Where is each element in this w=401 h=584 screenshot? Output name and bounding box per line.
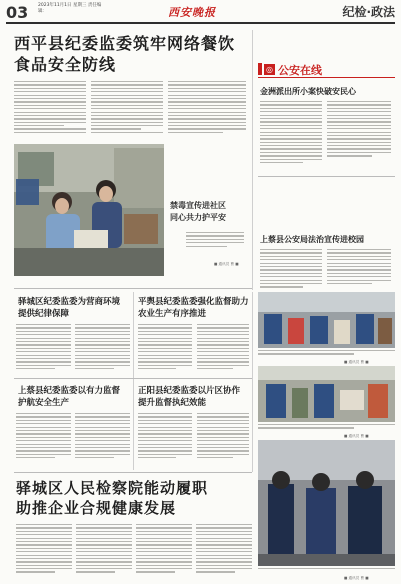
main-article-col2 xyxy=(91,81,163,141)
issue-date: 2023年11月1日 星期三 责任编辑： xyxy=(38,3,102,14)
right-photo-1 xyxy=(258,292,395,348)
mid-right-col1 xyxy=(138,324,192,376)
right-photo-3-caption xyxy=(258,568,395,578)
mid-left-col1 xyxy=(16,324,71,376)
section-title: 纪检·政法 xyxy=(342,5,395,19)
page-number: 03 xyxy=(6,3,29,22)
main-headline xyxy=(14,33,235,75)
section-divider-2 xyxy=(14,378,252,379)
photo-credit: ■ 通讯员 曹 ■ xyxy=(214,262,239,266)
right-article-2-col1 xyxy=(260,249,322,293)
bottom-headline xyxy=(16,478,208,518)
bottom-col2 xyxy=(76,524,132,580)
main-article-col1 xyxy=(14,81,86,141)
low-left-headline-line1: 上蔡县纪委监委以有力监督 xyxy=(18,386,121,396)
low-left-col2 xyxy=(75,413,130,467)
tag-label: 公安在线 xyxy=(278,64,322,77)
right-article-2-col2 xyxy=(327,249,391,293)
right-photo-1-credit: ■ 通讯员 曹 ■ xyxy=(344,360,369,364)
column-divider-3 xyxy=(252,292,253,472)
low-right-col2 xyxy=(197,413,249,467)
main-headline-line1: 西平县纪委监委筑牢网络餐饮 xyxy=(14,34,236,53)
mid-left-headline-line1: 驿城区纪委监委为营商环境 xyxy=(18,297,121,307)
right-photo-2-caption xyxy=(258,424,395,434)
mid-right-headline-line1: 平舆县纪委监委强化监督助力 xyxy=(138,297,249,307)
section-divider-3 xyxy=(14,472,252,473)
bottom-col4 xyxy=(196,524,252,580)
low-right-headline-line2: 提升监督执纪效能 xyxy=(138,398,207,408)
right-article-1-col1 xyxy=(260,101,322,171)
page-header xyxy=(0,0,401,24)
right-headline-2: 上蔡县公安局法治宣传进校园 xyxy=(260,235,364,244)
right-divider xyxy=(258,176,395,177)
mid-right-headline xyxy=(138,296,249,320)
main-article-col3 xyxy=(168,81,246,141)
section-divider-1 xyxy=(14,288,252,289)
low-right-headline xyxy=(138,385,240,409)
column-divider-1 xyxy=(252,30,253,290)
right-photo-2 xyxy=(258,366,395,422)
low-right-col1 xyxy=(138,413,192,467)
right-photo-3 xyxy=(258,440,395,566)
photo-headline-line2: 同心共力护平安 xyxy=(170,213,226,222)
mid-right-headline-line2: 农业生产有序推进 xyxy=(138,309,207,319)
low-left-col1 xyxy=(16,413,71,467)
photo-tag xyxy=(16,179,39,205)
low-left-headline xyxy=(18,385,120,409)
main-headline-line2: 食品安全防线 xyxy=(14,55,117,74)
shield-icon: ◎ xyxy=(264,64,275,75)
photo-headline-line1: 禁毒宣传进社区 xyxy=(170,201,226,210)
bottom-col3 xyxy=(136,524,192,580)
right-article-1-col2 xyxy=(327,101,391,171)
tag-underline xyxy=(258,77,395,78)
header-rule xyxy=(6,22,395,24)
column-divider-2 xyxy=(133,292,134,470)
police-online-tag xyxy=(258,62,388,76)
photo-headline xyxy=(170,200,226,224)
low-right-headline-line1: 正阳县纪委监委以片区协作 xyxy=(138,386,241,396)
right-photo-2-credit: ■ 通讯员 曹 ■ xyxy=(344,434,369,438)
right-headline-1: 金洲派出所小案快破安民心 xyxy=(260,87,356,96)
low-left-headline-line2: 护航安全生产 xyxy=(18,398,70,408)
bottom-headline-line1: 驿城区人民检察院能动履职 xyxy=(16,479,209,497)
right-photo-3-credit: ■ 通讯员 曹 ■ xyxy=(344,576,369,580)
right-photo-1-caption xyxy=(258,350,395,360)
newspaper-brand: 西安晚报 xyxy=(168,6,216,19)
mid-left-headline xyxy=(18,296,120,320)
tag-bar xyxy=(258,63,262,75)
main-photo xyxy=(14,144,164,276)
bottom-headline-line2: 助推企业合规健康发展 xyxy=(16,499,177,517)
mid-left-col2 xyxy=(75,324,130,376)
bottom-col1 xyxy=(16,524,72,580)
mid-left-headline-line2: 提供纪律保障 xyxy=(18,309,70,319)
mid-right-col2 xyxy=(197,324,249,376)
photo-caption-text xyxy=(186,232,244,258)
